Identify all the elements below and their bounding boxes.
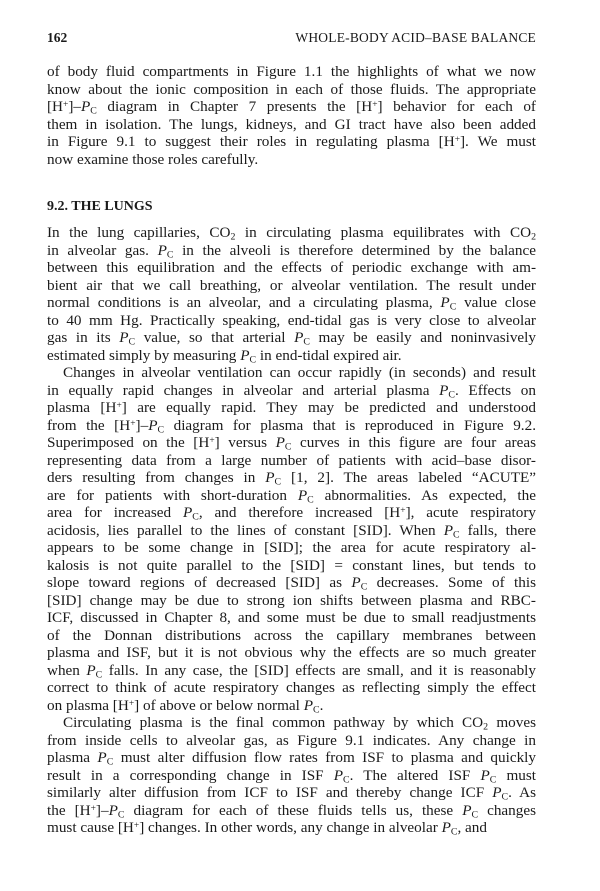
text-line: kalosis is not quite parallel to the [SID] = constant lines, but tends to [47,556,536,574]
text-line: know about the ionic composition in each of those fluids. The appropriate [47,80,536,98]
paragraph-3 [47,364,536,714]
text-line: of the Donnan distributions across the capillary membranes between [47,626,536,644]
text-line: Circulating plasma is the final common pathway by which $CO_2$ moves [63,714,536,733]
text-line: acidosis, lies parallel to the lines of constant [SID]. When $P_C$ falls, there [47,521,536,540]
text-line: the $[H^+]-P_C$ diagram for each of these fluids tells us, these $P_C$ changes [47,801,536,820]
text-line: area for increased $P_C$, and therefore increased [H+], acute respiratory [47,504,536,523]
text-line: representing data from a large number of patients with acid–base disor- [47,451,536,469]
text-line: from the $[H^+]-P_C$ diagram for plasma that is reproduced in Figure 9.2. [47,416,536,435]
text-line: estimated simply by measuring $P_C$ in end-tidal expired air. [47,346,402,365]
text-line: result in a corresponding change in ISF $P_C$. The altered ISF $P_C$ must [47,766,536,785]
page-number: 162 [47,30,68,45]
text-line: gas in its $P_C$ value, so that arterial $P_C$ may be easily and noninvasively [47,329,536,348]
paragraph-4 [47,714,536,837]
text-line: Superimposed on the [H+] versus $P_C$ curves in this figure are four areas [47,434,536,453]
text-line: plasma and ISF, but it is not obvious why the effects are so much greater [47,644,536,661]
text-line: in Figure 9.1 to suggest their roles in regulating plasma [H+]. We must [47,133,536,150]
text-line: between this equilibration and the effects of periodic exchange with am- [47,259,536,276]
text-line: plasma [H+] are equally rapid. They may be predicted and understood [47,399,537,416]
text-line: them in isolation. The lungs, kidneys, and GI tract have also been added [47,115,536,133]
text-line: when $P_C$ falls. In any case, the [SID] effects are small, and it is reasonably [47,661,536,680]
text-line: from inside cells to alveolar gas, as Figure 9.1 indicates. Any change in [47,731,536,749]
text-line: correct to think of acute respiratory changes as reflecting simply the effect [47,679,536,696]
text-line: on plasma [H+] of above or below normal $P_C$. [47,696,324,715]
paragraph-1 [47,63,536,168]
text-line: now examine those roles carefully. [47,150,259,168]
text-line: appears to be some change in [SID]; the area for acute respiratory al- [47,539,536,556]
running-header [47,30,536,48]
section-heading: 9.2. THE LUNGS [47,199,153,214]
text-line: must cause [H+] changes. In other words, any change in alveolar $P_C$, and [47,819,487,838]
text-line: plasma $P_C$ must alter diffusion flow rates from ISF to plasma and quickly [47,749,536,768]
paragraph-2 [47,224,536,364]
text-line: Changes in alveolar ventilation can occur rapidly (in seconds) and result [63,364,536,381]
text-line: are for patients with short-duration $P_C$ abnormalities. As expected, the [47,486,536,505]
running-title: WHOLE-BODY ACID–BASE BALANCE [295,30,536,45]
text-line: in equally rapid changes in alveolar and arterial plasma $P_C$. Effects on [47,381,536,400]
text-line: normal conditions is an alveolar, and a circulating plasma, $P_C$ value close [47,294,536,313]
text-line: to 40 mm Hg. Practically speaking, end-tidal gas is very close to alveolar [47,311,536,329]
text-line: $[H^+]-P_C$ diagram in Chapter 7 presents the [H+] behavior for each of [47,98,536,117]
text-line: ICF, discussed in Chapter 8, and some must be due to small readjustments [47,609,536,626]
text-line: similarly alter diffusion from ICF to ISF and thereby change ICF $P_C$. As [47,784,536,803]
text-line: slope toward regions of decreased [SID] as $P_C$ decreases. Some of this [47,574,536,593]
text-line: bient air that we call breathing, or alveolar ventilation. The result under [47,276,536,294]
text-line: ders resulting from changes in $P_C$ [1, 2]. The areas labeled “ACUTE” [47,469,536,488]
text-line: in alveolar gas. $P_C$ in the alveoli is therefore determined by the balance [47,241,536,260]
section-body [47,224,536,837]
text-line: [SID] change may be due to strong ion shifts between plasma and RBC- [47,591,536,609]
text-line: of body fluid compartments in Figure 1.1 the highlights of what we now [47,63,536,80]
text-line: In the lung capillaries, $CO_2$ in circulating plasma equilibrates with $CO_2$ [47,224,536,243]
